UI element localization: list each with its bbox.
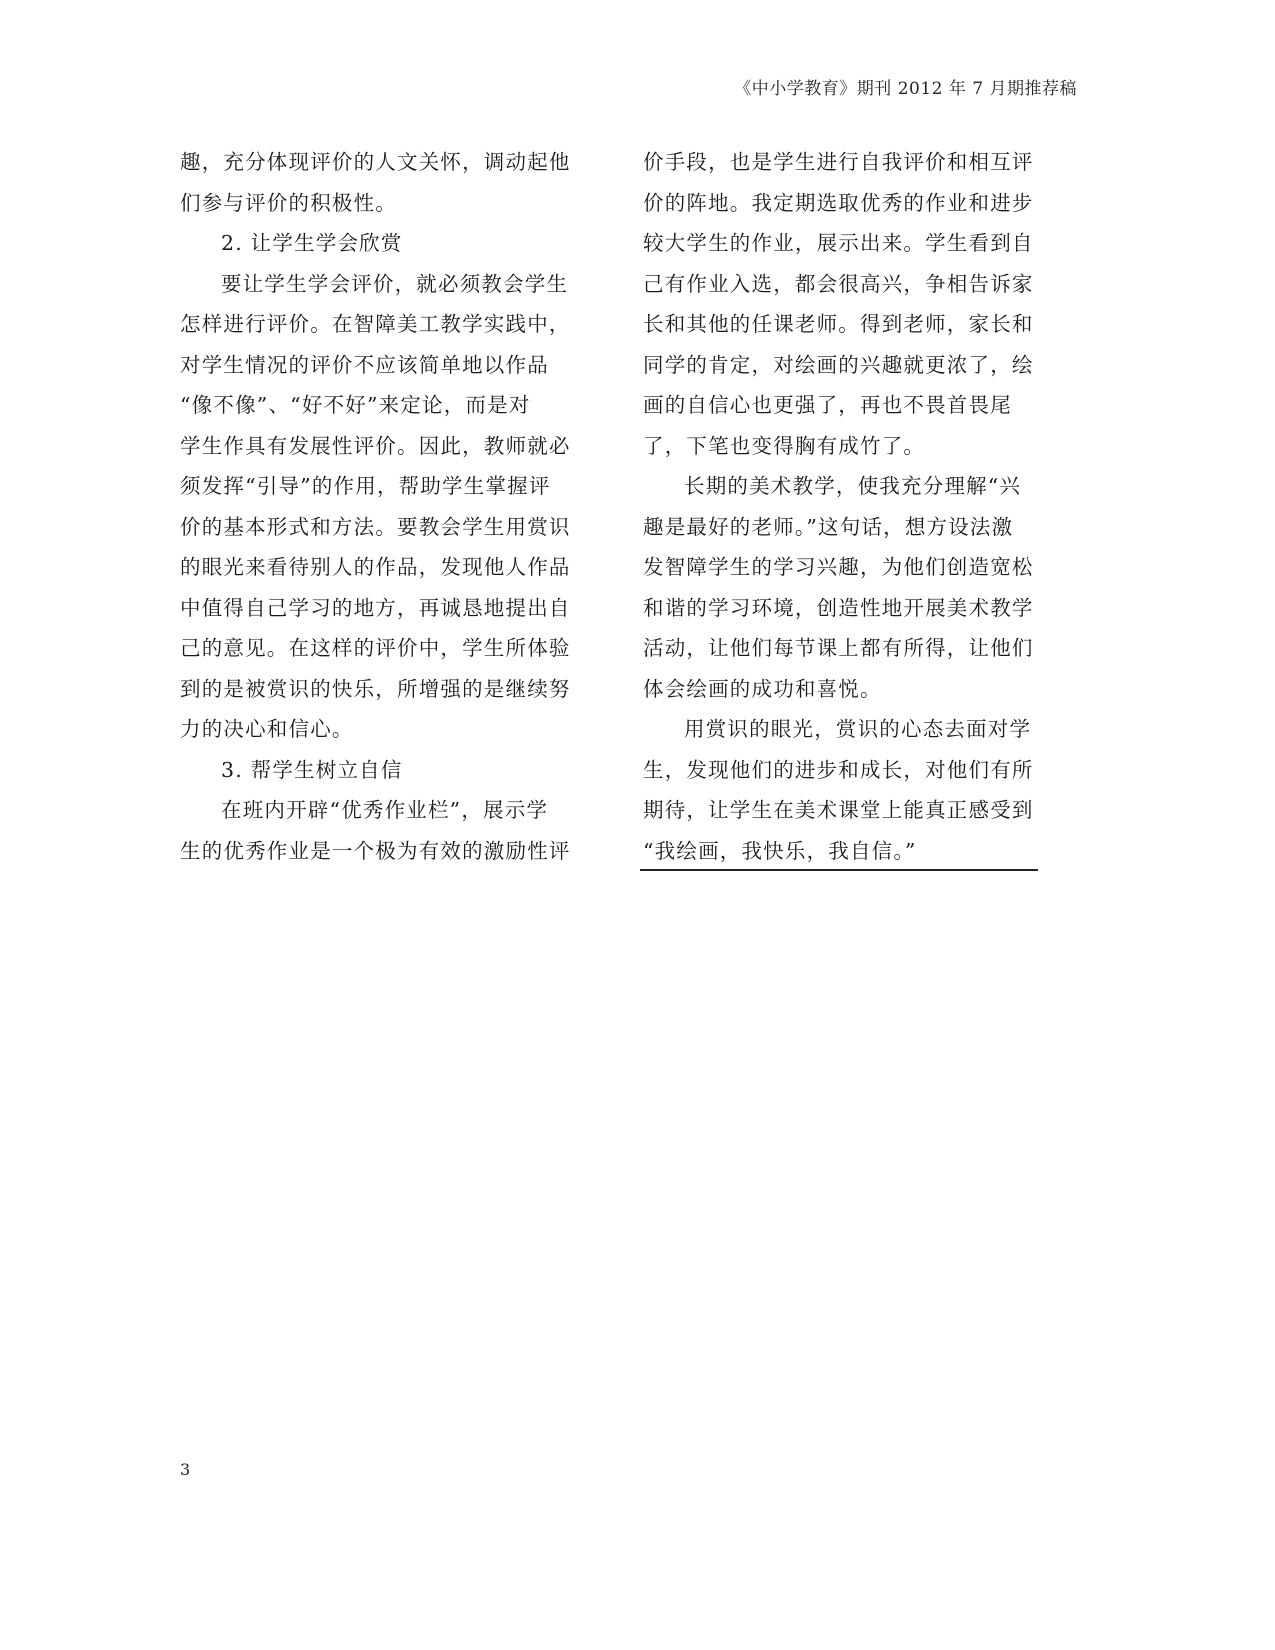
- text-line: 趣是最好的老师。”这句话，想方设法激: [643, 514, 1014, 539]
- text-line: 长期的美术教学，使我充分理解“兴: [684, 474, 1022, 498]
- text-line: 怎样进行评价。在智障美工教学实践中，: [180, 312, 571, 336]
- text-line: 生，发现他们的进步和成长，对他们有所: [643, 757, 1034, 782]
- text-line: 己有作业入选，都会很高兴，争相告诉家: [643, 271, 1034, 296]
- text-line: 到的是被赏识的快乐，所增强的是继续努: [180, 676, 571, 701]
- text-line: 用赏识的眼光，赏识的心态去面对学: [684, 717, 1032, 741]
- text-line: 同学的肯定，对绘画的兴趣就更浓了，绘: [643, 352, 1034, 377]
- text-line: 价手段，也是学生进行自我评价和相互评: [643, 150, 1034, 174]
- text-line: 要让学生学会评价，就必须教会学生: [221, 271, 569, 296]
- text-line: 力的决心和信心。: [180, 717, 354, 741]
- text-line: 了，下笔也变得胸有成竹了。: [643, 433, 926, 458]
- page-number: 3: [180, 1460, 191, 1479]
- text-line: 生的优秀作业是一个极为有效的激励性评: [180, 838, 571, 863]
- text-line: 在班内开辟“优秀作业栏”，展示学: [221, 798, 549, 822]
- text-line: 价的阵地。我定期选取优秀的作业和进步: [643, 190, 1034, 215]
- text-line: 3. 帮学生树立自信: [221, 757, 403, 782]
- running-header: 《中小学教育》期刊 2012 年 7 月期推荐稿: [734, 79, 1077, 99]
- text-line: 趣，充分体现评价的人文关怀，调动起他: [180, 150, 571, 174]
- text-line: 须发挥“引导”的作用，帮助学生掌握评: [180, 474, 551, 498]
- text-line: 较大学生的作业，展示出来。学生看到自: [643, 231, 1034, 255]
- text-line: 对学生情况的评价不应该简单地以作品: [180, 352, 549, 377]
- text-line: 价的基本形式和方法。要教会学生用赏识: [180, 514, 571, 539]
- text-line: 和谐的学习环境，创造性地开展美术教学: [643, 595, 1034, 620]
- text-line: 己的意见。在这样的评价中，学生所体验: [180, 636, 571, 660]
- text-line: 中值得自己学习的地方，再诚恳地提出自: [180, 595, 571, 620]
- text-line: 们参与评价的积极性。: [180, 190, 397, 215]
- text-line: 长和其他的任课老师。得到老师，家长和: [643, 312, 1034, 336]
- text-line: 的眼光来看待别人的作品，发现他人作品: [180, 555, 571, 579]
- text-line: “我绘画，我快乐，我自信。”: [643, 838, 917, 863]
- text-line: 画的自信心也更强了，再也不畏首畏尾: [643, 393, 1012, 417]
- text-line: 活动，让他们每节课上都有所得，让他们: [643, 636, 1034, 660]
- article-end-rule: [640, 869, 1038, 871]
- text-line: 体会绘画的成功和喜悦。: [643, 676, 882, 701]
- text-line: 期待，让学生在美术课堂上能真正感受到: [643, 798, 1034, 822]
- text-line: 发智障学生的学习兴趣，为他们创造宽松: [643, 555, 1034, 579]
- left-text-column: [180, 142, 575, 871]
- text-line: “像不像”、“好不好”来定论，而是对: [180, 393, 531, 417]
- text-line: 2. 让学生学会欣赏: [221, 231, 403, 255]
- right-text-column: [643, 142, 1038, 871]
- text-line: 学生作具有发展性评价。因此，教师就必: [180, 433, 571, 458]
